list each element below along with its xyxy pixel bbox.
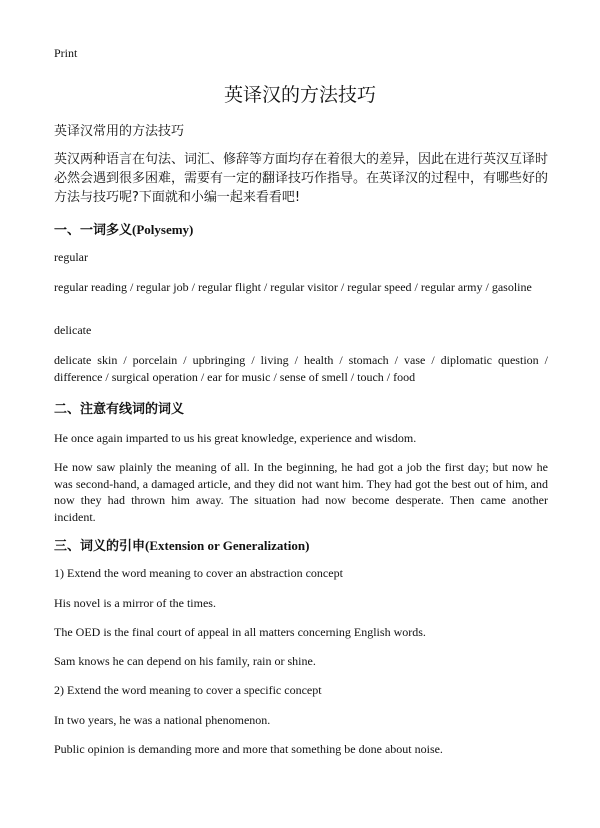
paragraph-meaning: He now saw plainly the meaning of all. In the beginning, he had got a job the first day; but now he was second-hand, a damaged article, and they did not want him. They had got the best out of him, and now they had thrown him away. The situation had now become desperate. Then came another incident. [54,460,548,524]
page-title: 英译汉的方法技巧 [223,84,376,106]
extension-line: 1) Extend the word meaning to cover an abstraction concept [54,566,343,580]
section-heading-polysemy: 一、一词多义(Polysemy) [54,222,194,237]
extension-line: Sam knows he can depend on his family, rain or shine. [54,654,316,668]
examples-delicate: delicate skin / porcelain / upbringing / living / health / stomach / vase / diplomatic question / difference / surgical operation / ear for music / sense of smell / touch / food [54,353,548,384]
extension-line: His novel is a mirror of the times. [54,596,216,610]
intro-paragraph: 英汉两种语言在句法、词汇、修辞等方面均存在着很大的差异，因此在进行英汉互译时必然会遇到很多困难，需要有一定的翻译技巧作指导。在英译汉的过程中，有哪些好的方法与技巧呢?下面就和小编一起来看看吧! [54,152,549,205]
section-heading-lined-words: 二、注意有线词的词义 [54,402,185,417]
extension-line: The OED is the final court of appeal in all matters concerning English words. [54,625,426,639]
word-regular: regular [54,250,88,264]
section-heading-extension: 三、词义的引申(Extension or Generalization) [54,538,310,553]
paragraph-knowledge: He once again imparted to us his great knowledge, experience and wisdom. [54,431,417,445]
extension-line: In two years, he was a national phenomenon. [54,713,271,727]
word-delicate: delicate [54,323,92,337]
print-link[interactable]: Print [54,46,78,60]
page-subtitle: 英译汉常用的方法技巧 [54,124,185,139]
examples-regular: regular reading / regular job / regular flight / regular visitor / regular speed / regular army / gasoline [54,280,532,294]
extension-line: Public opinion is demanding more and more that something be done about noise. [54,742,443,756]
extension-line: 2) Extend the word meaning to cover a specific concept [54,683,322,697]
